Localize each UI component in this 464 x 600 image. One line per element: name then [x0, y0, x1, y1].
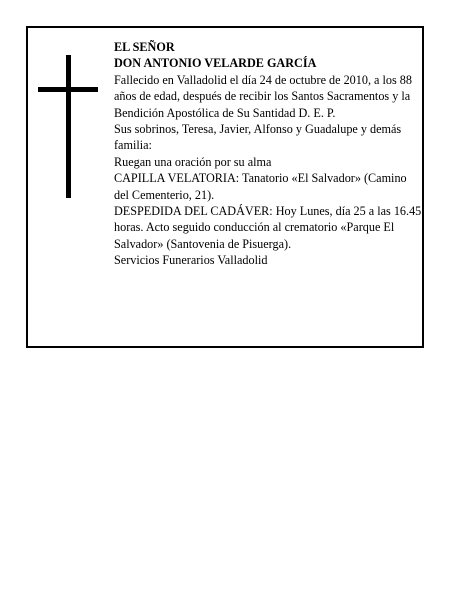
prayer-request: Ruegan una oración por su alma	[114, 154, 272, 169]
chapel-info: CAPILLA VELATORIA: Tanatorio «El Salvador» (Camino del Cementerio, 21).	[114, 171, 407, 202]
funeral-services: Servicios Funerarios Valladolid	[114, 253, 268, 268]
family-members: Sus sobrinos, Teresa, Javier, Alfonso y Guadalupe y demás familia:	[114, 122, 402, 153]
cross-vertical-bar	[66, 55, 71, 198]
death-info: Fallecido en Valladolid el día 24 de octubre de 2010, a los 88 años de edad, después de recibir los Santos Sacramentos y la Bendición Apostólica de Su Santidad D. E. P.	[114, 72, 412, 120]
obituary-notice	[26, 26, 424, 348]
notice-text	[114, 39, 422, 269]
heading-el-senor: EL SEÑOR	[114, 40, 175, 54]
farewell-info: DESPEDIDA DEL CADÁVER: Hoy Lunes, día 25 a las 16.45 horas. Acto seguido conducción al crematorio «Parque El Salvador» (Santovenia de Pisuerga).	[114, 204, 422, 251]
deceased-name: DON ANTONIO VELARDE GARCÍA	[114, 56, 317, 71]
cross-horizontal-bar	[38, 87, 98, 92]
cross-icon	[38, 55, 98, 198]
